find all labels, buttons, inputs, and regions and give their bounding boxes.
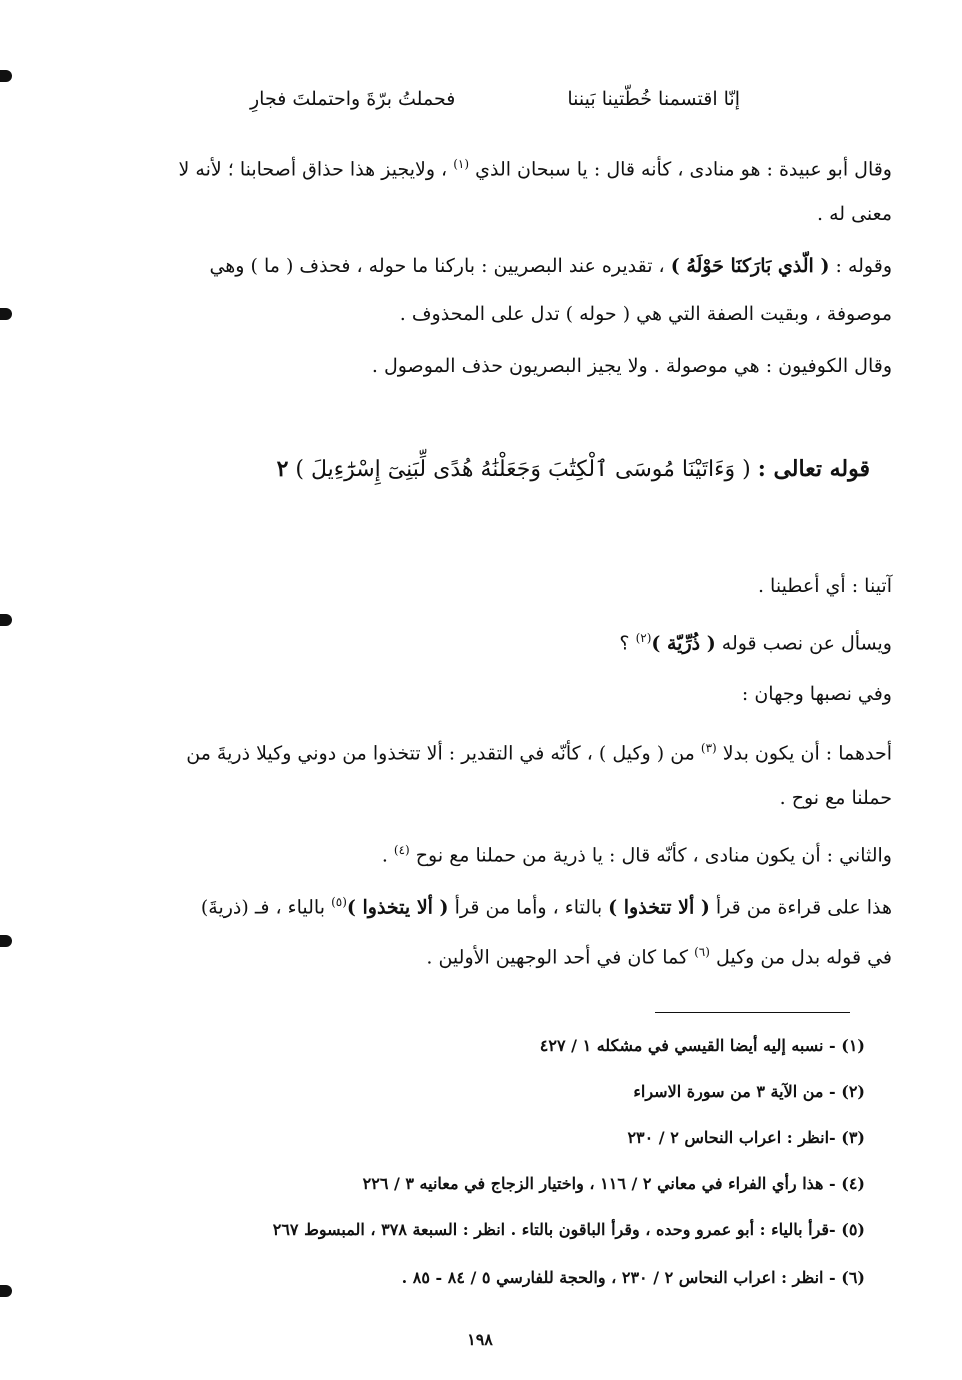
footnote-ref: (٣) (700, 741, 717, 755)
scan-mark (0, 1285, 12, 1297)
quran-quote: ( ألا تتخذوا ) (608, 896, 710, 919)
footnote-ref: (١) (453, 157, 470, 171)
text-run: هذا على قراءة من قرأ (715, 896, 892, 919)
text-run: ، تقديره عند البصريين : باركنا ما حوله ، فحذف ( ما ) وهي (209, 255, 665, 277)
text-run: وقوله : (835, 255, 892, 277)
text-run: ، ولايجيز هذا حذاق أصحابنا ؛ لأنه لا (178, 158, 448, 181)
verse-heading (240, 456, 870, 482)
footnote-1: (١) - نسبه إليه أيضا القيسي في مشكله ١ / ٤٢٧ (539, 1036, 865, 1055)
paragraph-first-way-line2: حملنا مع نوح . (779, 787, 892, 809)
scan-mark (0, 614, 12, 626)
text-run: وقال أبو عبيدة : هو منادى ، كأنه قال : يا سبحان الذي (475, 158, 892, 181)
paragraph-readings-line2 (60, 938, 892, 971)
paragraph-kufiyyun: وقال الكوفيون : هي موصولة . ولا يجيز البصريون حذف الموصول . (371, 355, 892, 377)
paragraph-qawluh-line2: موصوفة ، وبقيت الصفة التي هي ( حوله ) تدل على المحذوف . (399, 303, 892, 325)
scan-mark (0, 308, 12, 320)
footnote-3: (٣) -انظر : اعراب النحاس ٢ / ٢٣٠ (627, 1128, 865, 1147)
paragraph-two-ways: وفي نصبها وجهان : (741, 683, 892, 705)
paragraph-second-way (60, 836, 892, 869)
text-run: . (381, 844, 388, 867)
quran-quote: ( ذُرِّيّة ) (651, 632, 716, 655)
footnote-2: (٢) - من الآية ٣ من سورة الاسراء (633, 1082, 865, 1101)
text-run: والثاني : أن يكون منادى ، كأنّه قال : يا ذرية من حملنا مع نوح (415, 844, 892, 867)
text-run: كما كان في أحد الوجهين الأولين . (426, 946, 689, 969)
quran-verse-text: وَءَاتَيْنَا مُوسَى ٱلْكِتَٰبَ وَجَعَلْنَٰهُ هُدًى لِّبَنِىٓ إِسْرَٰٓءِيلَ (310, 457, 736, 482)
paragraph-abu-ubayda-line2: معنى له . (816, 203, 892, 225)
footnote-4: (٤) - هذا رأي الفراء في معاني ٢ / ١١٦ ، واختيار الزجاج في معانيه ٣ / ٢٢٦ (362, 1174, 865, 1193)
text-run: ويسأل عن نصب قوله (721, 632, 892, 655)
heading-label: قوله تعالى : (757, 456, 870, 482)
verse-hemistich-left: فحملتُ برّةَ واحتملتَ فجارِ (250, 88, 456, 110)
text-run: ؟ (619, 632, 630, 655)
text-run: بالتاء ، وأما من قرأ (454, 896, 603, 919)
footnote-ref: (٦) (694, 945, 710, 959)
verse-hemistich-right: إنّا اقتسمنا خُطّتينا بَيننا (567, 88, 740, 110)
paragraph-question (60, 624, 892, 657)
quran-quote: ( الّذي بَارَكنَا حَوْلَهُ ) (670, 255, 830, 277)
paragraph-readings-line1 (60, 888, 892, 921)
footnote-ref: (٥) (331, 895, 347, 909)
page-number: ١٩٨ (467, 1330, 493, 1349)
footnote-6: (٦) - انظر : اعراب النحاس ٢ / ٢٣٠ ، والحجة للفارسي ٥ / ٨٤ - ٨٥ . (401, 1268, 865, 1287)
paragraph-qawluh-line1 (60, 252, 892, 280)
footnote-divider (655, 1012, 850, 1013)
paragraph-first-way-line1 (60, 734, 892, 767)
bracket-open: ( (742, 457, 751, 482)
text-run: بالياء ، فـ (ذريةَ) (200, 896, 326, 919)
text-run: في قوله بدل من وكيل (715, 946, 892, 969)
bracket-close: ) (295, 457, 304, 482)
text-run: أحدهما : أن يكون بدلا (722, 742, 892, 765)
verse-number: ٢ (276, 456, 289, 482)
footnote-ref: (٤) (393, 843, 410, 857)
paragraph-atayna: آتينا : أي أعطينا . (757, 575, 892, 597)
footnote-5: (٥) -قرأ بالياء : أبو عمرو وحده ، وقرأ الباقون بالتاء . انظر : السبعة ٣٧٨ ، المبسوط ٢٦٧ (272, 1220, 865, 1239)
scan-mark (0, 70, 12, 82)
poetry-verse (250, 88, 740, 110)
scan-mark (0, 935, 12, 947)
footnote-ref: (٢) (635, 631, 652, 645)
quran-quote: ( ألا يتخذوا ) (346, 896, 449, 919)
text-run: من ( وكيل ) ، كأنّه في التقدير : ألا تتخذوا من دوني وكيلا ذريةَ من (186, 742, 695, 765)
paragraph-abu-ubayda-line1 (60, 150, 892, 183)
